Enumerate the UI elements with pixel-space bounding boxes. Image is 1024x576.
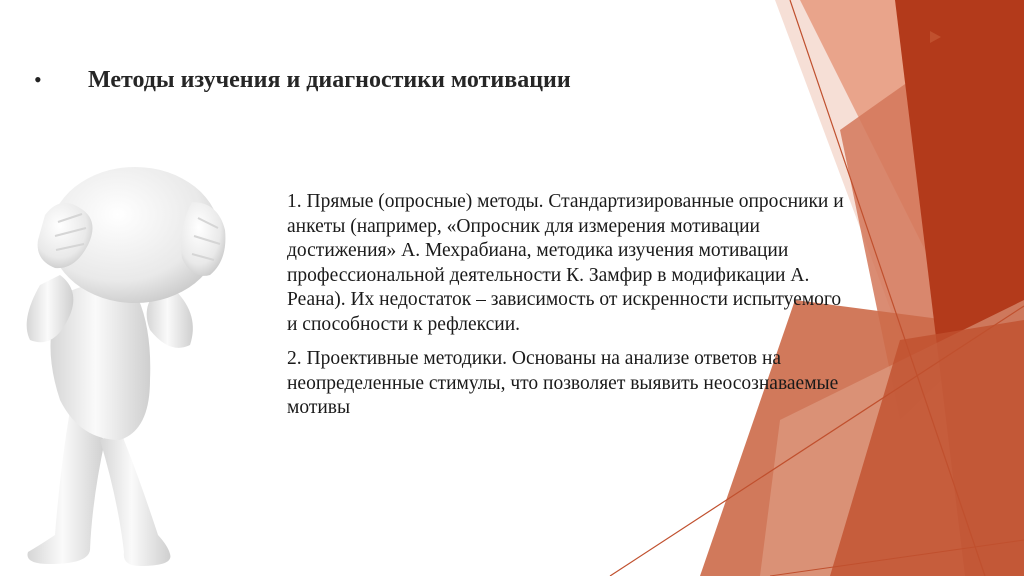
slide-title: Методы изучения и диагностики мотивации: [88, 67, 571, 93]
paragraph-projective-methods: 2. Проективные методики. Основаны на анализе ответов на неопределенные стимулы, что позволяет выявить неосознаваемые мотивы: [287, 348, 839, 418]
title-bullet: •: [34, 67, 42, 92]
paragraph-direct-methods: 1. Прямые (опросные) методы. Стандартизированные опросники и анкеты (например, «Опросник для измерения мотивации достижения» А. Мехрабиана, методика изучения мотивации профессиональной деятельности К. Замфир в модификации А. Реана). Их недостаток – зависимость от искренности испытуемого и способности к рефлексии.: [287, 191, 844, 335]
arrow-right-icon: [928, 30, 942, 44]
stressed-figure-icon: [0, 140, 240, 576]
slide-body: [287, 190, 847, 431]
